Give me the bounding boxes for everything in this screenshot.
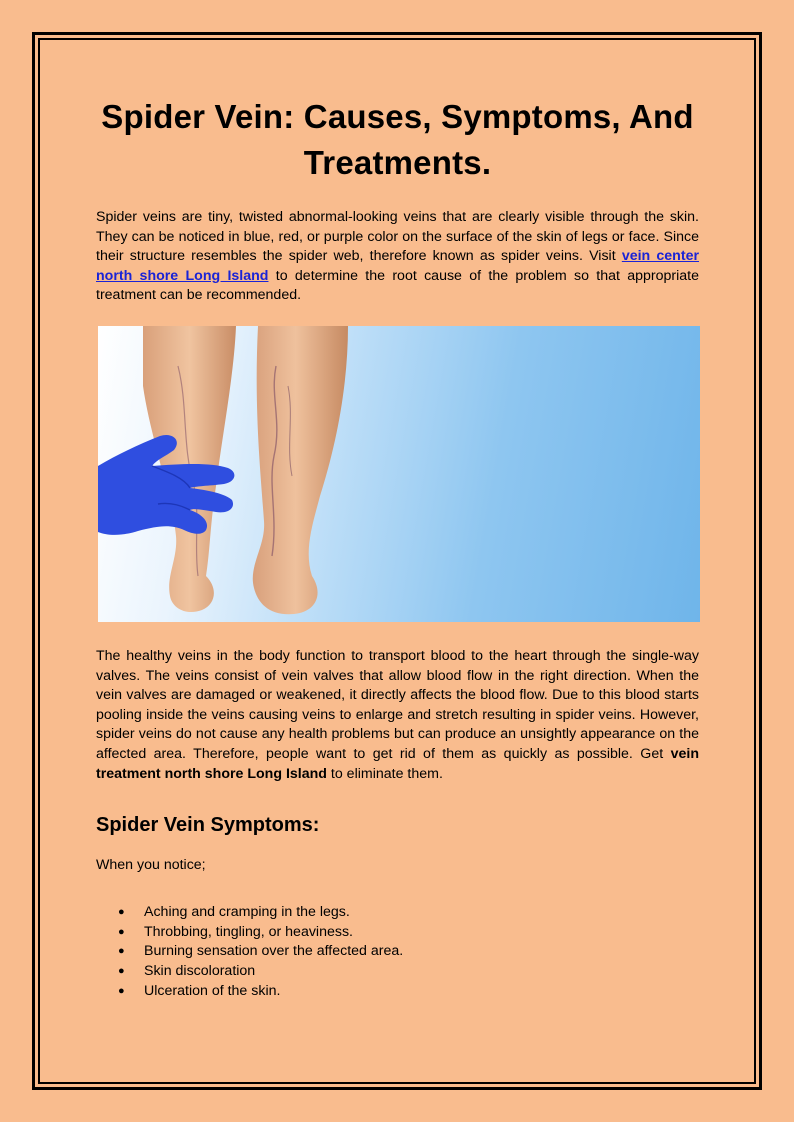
vein-center-link[interactable]: vein center north shore Long Island [96, 248, 699, 284]
symptom-text: Throbbing, tingling, or heaviness. [144, 923, 353, 940]
bullet-icon: ● [118, 925, 125, 938]
legs-photo [98, 326, 700, 622]
symptoms-heading: Spider Vein Symptoms: [96, 814, 320, 837]
bullet-icon: ● [118, 906, 125, 919]
legs-illustration [98, 326, 700, 622]
list-item [96, 962, 699, 982]
document-content [96, 94, 699, 1001]
bullet-icon: ● [118, 964, 125, 977]
intro-paragraph [96, 208, 699, 306]
intro-text-before-link: Spider veins are tiny, twisted abnormal-looking veins that are clearly visible through the skin. They can be noticed in blue, red, or purple color on the surface of the skin of legs or face. Since their structure resembles the spider web, therefore known as spider veins. Visit [96, 209, 699, 265]
list-item [96, 942, 699, 962]
list-item [96, 982, 699, 1002]
vein-treatment-bold-text: vein treatment north shore Long Island [96, 745, 699, 782]
symptom-text: Skin discoloration [144, 962, 256, 979]
symptoms-intro: When you notice; [96, 857, 206, 874]
list-item [96, 923, 699, 943]
intro-text-after-link: to determine the root cause of the problem so that appropriate treatment can be recommended. [96, 267, 700, 304]
symptom-text: Aching and cramping in the legs. [144, 904, 350, 921]
veins-text-before-bold: The healthy veins in the body function to transport blood to the heart through the single-way valves. The veins consist of vein valves that allow blood flow in the right direction. When the vein valves are damaged or weakened, it directly affects the blood flow. Due to this blood starts pooling inside the veins causing veins to enlarge and stretch resulting in spider veins. However, spider veins do not cause any health problems but can produce an unsightly appearance on the affected area. Therefore, people want to get rid of them as quickly as possible. Get [96, 647, 699, 762]
bullet-icon: ● [118, 945, 125, 958]
symptom-text: Ulceration of the skin. [144, 982, 281, 999]
symptoms-list [96, 903, 699, 1001]
veins-paragraph [96, 647, 699, 784]
page-title: Spider Vein: Causes, Symptoms, And Treatments. [101, 98, 694, 181]
bullet-icon: ● [118, 984, 125, 997]
veins-text-after-bold: to eliminate them. [326, 765, 443, 782]
symptom-text: Burning sensation over the affected area. [144, 943, 404, 960]
list-item [96, 903, 699, 923]
